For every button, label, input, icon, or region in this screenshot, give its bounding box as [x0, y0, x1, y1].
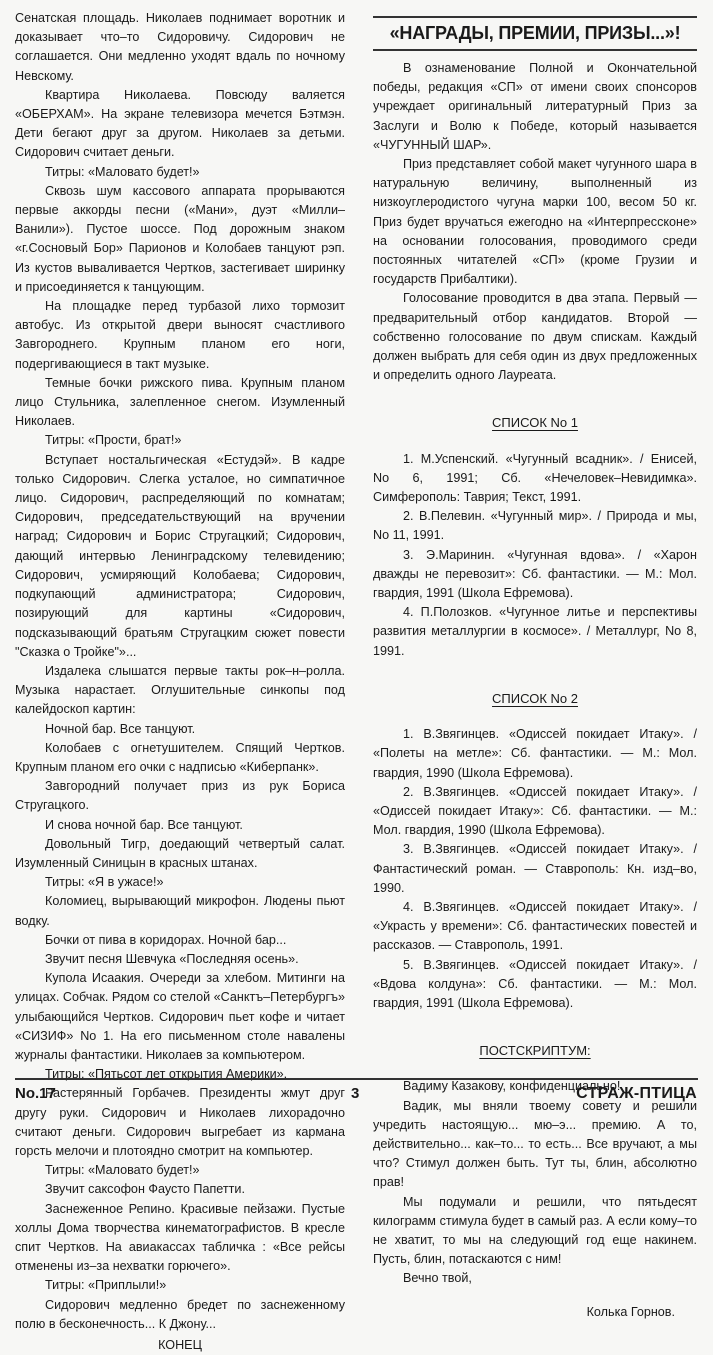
- postscript-paragraph: Вадиму Казакову, конфиденциально!: [403, 1079, 621, 1094]
- issue-number: No.17: [15, 1085, 56, 1102]
- paragraph: Коломиец, вырывающий микрофон. Людены пьют водку.: [15, 894, 345, 928]
- paragraph: Довольный Тигр, доедающий четвертый салат. Изумленный Синицын в красных штанах.: [15, 836, 345, 870]
- paragraph: Вступает ностальгическая «Естудэй». В кадре только Сидорович. Слегка усталое, но симпатичное лицо. Сидорович, распределяющий по комнатам; Сидорович, председательствующий на вручении наград; Сидорович и Борис Стругацкий; Сидорович, дающий интервью Ленинградскому телевидению; Сидорович, усмиряющий Колобаева; Сидорович, подкупающий администратора; Сидорович, позирующий для картины «Сидорович, подсказывающий братьям Стругацким сюжет повести "Сказка о Тройке"»...: [15, 452, 345, 659]
- paragraph: Сидорович медленно бредет по заснеженному полю в бесконечность... К Джону...: [15, 1297, 345, 1331]
- paragraph: Звучит песня Шевчука «Последняя осень».: [45, 951, 299, 966]
- list2-item: 3. В.Звягинцев. «Одиссей покидает Итаку». / Фантастический роман. — Ставрополь: Кн. изд–во, 1990.: [373, 842, 697, 895]
- intro-paragraph: В ознаменование Полной и Окончательной победы, редакция «СП» от имени своих спонсоров учреждает оригинальный литературный Приз за Заслуги и Волю к Победе, который называется «ЧУГУННЫЙ ШАР».: [373, 61, 697, 152]
- list2-title: СПИСОК No 2: [492, 690, 578, 706]
- postscript-title: ПОСТСКРИПТУМ:: [479, 1043, 591, 1059]
- paragraph: Сквозь шум кассового аппарата прорываются первые аккорды песни («Мани», дуэт «Милли–Ванили»). Пустое шоссе. Под дорожным знаком «г.Сосновый Бор» Парионов и Колобаев танцуют рэп. Из кустов вываливается Чертков, застегивает ширинку и присоединяется к танцующим.: [15, 183, 345, 294]
- postscript-paragraph: Мы подумали и решили, что пятьдесят килограмм стимула будет в самый раз. А если кому–то не хватит, то мы на следующий год еще накинем. Пусть, блин, потаскаются с ним!: [373, 1194, 697, 1267]
- paragraph: Завгородний получает приз из рук Бориса Стругацкого.: [15, 779, 345, 813]
- paragraph: Растерянный Горбачев. Президенты жмут друг другу руки. Сидорович и Николаев лихорадочно считают деньги. Сидорович выгребает из кармана горсть мелочи и плотоядно смотрит на компьютер.: [15, 1086, 345, 1158]
- right-column: [373, 9, 697, 1322]
- ending-label: КОНЕЦ: [158, 1338, 202, 1353]
- paragraph: Квартира Николаева. Повсюду валяется «ОБЕРХАМ». На экране телевизора мечется Бэтмэн. Дети бегают друг за другом. Николаев за детьми. Сидорович считает деньги.: [15, 87, 345, 160]
- caption-line: Титры: «Маловато будет!»: [45, 164, 200, 179]
- intro-paragraph: Голосование проводится в два этапа. Первый — предварительный отбор кандидатов. Второй — собственно голосование по двум спискам. Каждый должен выбрать для себя один из двух предложенных и определить одного Лауреата.: [373, 291, 697, 383]
- list2-item: 4. В.Звягинцев. «Одиссей покидает Итаку». / «Украсть у времени»: Сб. фантастических повестей и рассказов. — Ставрополь, 1991.: [373, 899, 697, 953]
- paragraph: Ночной бар. Все танцуют.: [45, 721, 196, 736]
- caption-line: Титры: «Пятьсот лет открытия Америки».: [45, 1067, 288, 1082]
- left-column: [15, 9, 345, 1355]
- list1-title: СПИСОК No 1: [492, 415, 578, 431]
- list1-item: 4. П.Полозков. «Чугунное литье и перспективы развития металлургии в космосе». / Металлург, No 8, 1991.: [373, 605, 697, 658]
- paragraph: И снова ночной бар. Все танцуют.: [45, 817, 243, 832]
- postscript-paragraph: Вадик, мы вняли твоему совету и решили учредить настоящую... мю–э... премию. А то, действительно... как–то... то есть... Все вручают, а мы что? Стимул должен быть. Тут ты, блин, абсолютно прав!: [373, 1098, 697, 1190]
- paragraph: Заснеженное Репино. Красивые пейзажи. Пустые холлы Дома творчества кинематографистов. В кресле спит Чертков. На авиакассах табличка : «Все рейсы отменены из–за нехватки горючего».: [15, 1201, 345, 1274]
- paragraph: На площадке перед турбазой лихо тормозит автобус. Из открытой двери выносят счастливого Завгороднего. Крупным планом его ноги, подергивающиеся в такт музыке.: [15, 299, 345, 371]
- caption-line: Титры: «Приплыли!»: [45, 1278, 167, 1293]
- list2-item: 5. В.Звягинцев. «Одиссей покидает Итаку». / «Вдова колдуна»: Сб. фантастики. — М.: Мол. гвардия, 1991 (Школа Ефремова).: [373, 957, 697, 1010]
- list1-item: 2. В.Пелевин. «Чугунный мир». / Природа и мы, No 11, 1991.: [373, 509, 697, 543]
- caption-line: Титры: «Маловато будет!»: [45, 1163, 200, 1178]
- postscript-paragraph: Вечно твой,: [403, 1271, 472, 1286]
- list2-item: 2. В.Звягинцев. «Одиссей покидает Итаку». / «Одиссей покидает Итаку»: Сб. фантастики. — М.: Мол. гвардия, 1990 (Школа Ефремова).: [373, 784, 697, 838]
- article-headline: «НАГРАДЫ, ПРЕМИИ, ПРИЗЫ...»!: [373, 16, 697, 51]
- caption-line: Титры: «Я в ужасе!»: [45, 875, 164, 890]
- publication-name: СТРАЖ-ПТИЦА: [576, 1085, 697, 1102]
- list1-heading: [373, 413, 697, 433]
- intro-paragraph: Приз представляет собой макет чугунного шара в натуральную величину, выполненный из низкоуглеродистого чугуна марки 100, весом 50 кг. Приз будет вручаться ежегодно на «Интерпрессконе» на основании голосования, проводимого среди постоянных читателей «СП» (кроме Грузии и государств Прибалтики).: [373, 157, 697, 287]
- list1-item: 1. М.Успенский. «Чугунный всадник». / Енисей, No 6, 1991; Сб. «Нечеловек–Невидимка». Симферополь: Таврия; Текст, 1991.: [373, 451, 697, 505]
- footer-divider: [15, 1078, 698, 1080]
- caption-line: Титры: «Прости, брат!»: [45, 433, 182, 448]
- page-number: 3: [351, 1085, 360, 1102]
- paragraph: Купола Исаакия. Очереди за хлебом. Митинги на улицах. Собчак. Рядом со стелой «Санктъ–Петербургъ» улыбающийся Чертков. Сидорович пьет кофе и читает «СИЗИФ» No 1. На его письменном столе навалены журналы фантастики. Николаев за компьютером.: [15, 971, 346, 1062]
- list1-item: 3. Э.Маринин. «Чугунная вдова». / «Харон дважды не перевозит»: Сб. фантастики. — М.: Мол. гвардия, 1991 (Школа Ефремова).: [373, 547, 697, 601]
- paragraph: Бочки от пива в коридорах. Ночной бар...: [45, 932, 287, 947]
- postscript-heading: [373, 1041, 697, 1061]
- list2-item: 1. В.Звягинцев. «Одиссей покидает Итаку». / «Полеты на метле»: Сб. фантастики. — М.: Мол. гвардия, 1990 (Школа Ефремова).: [373, 727, 697, 780]
- paragraph: Колобаев с огнетушителем. Спящий Чертков. Крупным планом его очки с надписью «Киберпанк».: [15, 740, 345, 774]
- paragraph: Звучит саксофон Фаусто Папетти.: [45, 1182, 245, 1197]
- paragraph: Темные бочки рижского пива. Крупным планом лицо Стульника, залепленное снегом. Изумленный Николаев.: [15, 375, 345, 429]
- paragraph: Издалека слышатся первые такты рок–н–ролла. Музыка нарастает. Оглушительные синкопы под калейдоскоп картин:: [15, 663, 345, 717]
- paragraph: Сенатская площадь. Николаев поднимает воротник и доказывает что–то Сидоровичу. Сидорович не соглашается. Они медленно уходят вдаль по ночному Невскому.: [15, 11, 345, 83]
- signature: Колька Горнов.: [586, 1304, 675, 1319]
- list2-heading: [373, 689, 697, 709]
